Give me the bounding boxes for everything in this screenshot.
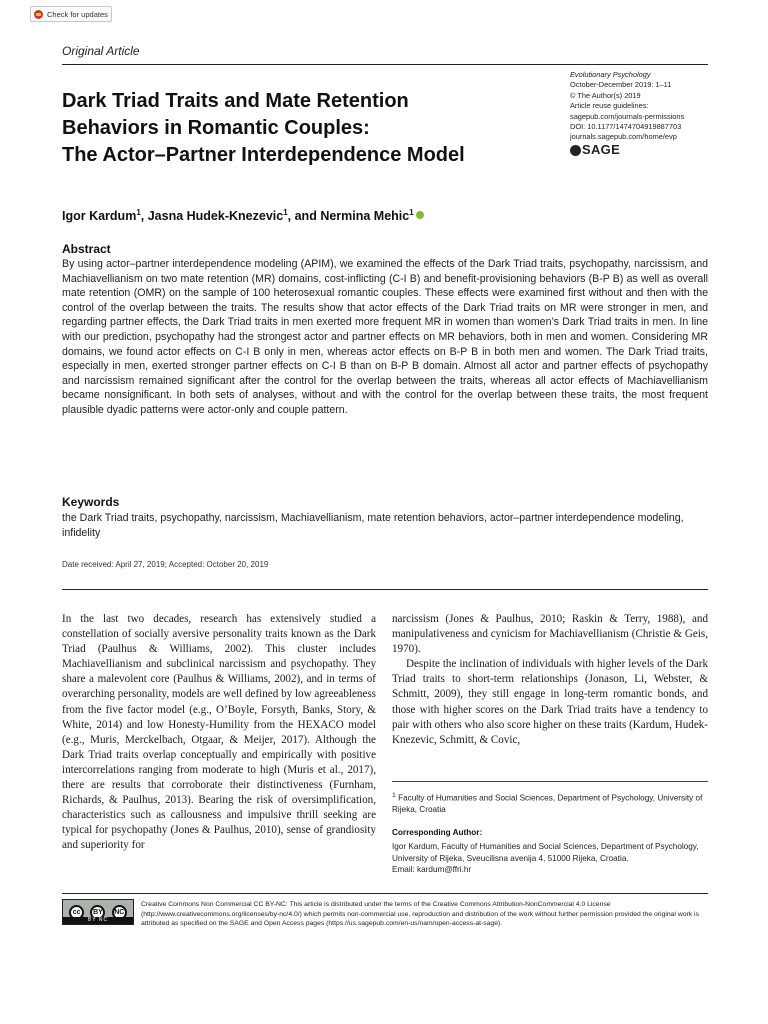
body-paragraph: Despite the inclination of individuals with higher levels of the Dark Triad traits to short-term relationships (Jonason, Li, Webster, & Schmitt, 2009), they still engage in long-term romantic bonds, and those with higher scores on the Dark Triad traits have a tendency to pair with others who also score higher on these traits (Kardum, Hudek-Knezevic, Schmitt, & Covic, [392, 658, 708, 746]
author-name[interactable]: Jasna Hudek-Knezevic [147, 209, 284, 224]
title-line-1: Dark Triad Traits and Mate Retention [62, 90, 409, 112]
submission-dates: Date received: April 27, 2019; Accepted: October 20, 2019 [62, 560, 269, 569]
orcid-icon[interactable] [416, 211, 424, 219]
section-divider [62, 589, 708, 590]
footnote-divider [392, 781, 708, 782]
sage-logo-icon [570, 145, 581, 156]
publisher-logo [570, 142, 684, 158]
affiliation-text: Faculty of Humanities and Social Sciences, Department of Psychology, University of Rijeka, Croatia [392, 793, 703, 815]
article-title [62, 88, 542, 169]
publisher-name: SAGE [582, 142, 621, 158]
footnote-mark: 1 [392, 792, 396, 799]
doi-link[interactable]: DOI: 10.1177/1474704919887703 [570, 122, 682, 132]
journal-meta [570, 70, 684, 156]
license-divider [62, 893, 708, 894]
corresponding-author-details [392, 841, 710, 876]
keywords-text: the Dark Triad traits, psychopathy, narcissism, Machiavellianism, mate retention behaviors, actor–partner interdependence modeling, infidelity [62, 512, 684, 539]
journal-homepage-link[interactable]: journals.sagepub.com/home/evp [570, 132, 677, 142]
author-list [62, 208, 424, 223]
affiliation-mark: 1 [283, 208, 288, 217]
cc-badge-caption: BY NC [63, 917, 133, 924]
creative-commons-license-icon[interactable] [62, 899, 134, 925]
attribution-icon: BY [90, 905, 105, 920]
affiliation-mark: 1 [136, 208, 141, 217]
body-paragraph: narcissism (Jones & Paulhus, 2010; Raskin & Terry, 1988), and manipulativeness and cynicism for Machiavellianism (Christie & Geis, 1970). [392, 613, 708, 656]
author-separator: , and [287, 209, 321, 224]
abstract-heading: Abstract [62, 242, 111, 256]
journal-issue: October-December 2019: 1–11 [570, 80, 672, 90]
author-name[interactable]: Igor Kardum [62, 209, 137, 224]
reuse-label: Article reuse guidelines: [570, 101, 649, 111]
check-for-updates-label: Check for updates [47, 9, 108, 19]
corresponding-author-email[interactable]: Email: kardum@ffri.hr [392, 865, 472, 875]
body-column-right [392, 612, 708, 748]
body-column-left [62, 612, 376, 854]
crossmark-icon [34, 10, 43, 19]
corresponding-author-heading: Corresponding Author: [392, 828, 483, 837]
affiliation-footnote [392, 790, 708, 816]
affiliation-mark: 1 [409, 208, 414, 217]
journal-copyright: © The Author(s) 2019 [570, 90, 641, 100]
check-for-updates-button[interactable] [30, 6, 112, 22]
author-name[interactable]: Nermina Mehic [320, 209, 410, 224]
author-separator: , [140, 209, 148, 224]
keywords-heading: Keywords [62, 495, 120, 509]
corresponding-author-address: Igor Kardum, Faculty of Humanities and Social Sciences, Department of Psychology, University of Rijeka, Sveucilisna avenija 4, 51000 Rijeka, Croatia. [392, 842, 699, 863]
body-paragraph: In the last two decades, research has extensively studied a constellation of socially aversive personality traits known as the Dark Triad (Paulhus & Williams, 2002). This cluster includes Machiavellianism and subclinical narcissism and psychopathy. They share a malevolent core (Paulhus & Williams, 2002), and in terms of overarching personality, models are well defined by low agreeableness from the five factor model (e.g., O’Boyle, Forsyth, Banks, Story, & White, 2014) and low Honesty-Humility from the HEXACO model (e.g., Muris, Merckelbach, Otgaar, & Meijer, 2017). Although the Dark Triad traits overlap conceptually and empirically with positive intercorrelations ranging from moderate to high (Muris et al., 2017), there are results that corroborate their distinctiveness (Furnham, Richards, & Paulhus, 2013). Bearing the risk of oversimplification, characteristics such as callousness and impulsive thrill seeking are typical for psychopathy (Jones & Paulhus, 2010), sense of grandiosity and superiority for [62, 613, 376, 852]
title-line-3: The Actor–Partner Interdependence Model [62, 144, 465, 166]
license-text: Creative Commons Non Commercial CC BY-NC: This article is distributed under the terms of the Creative Commons Attribution-NonCommercial 4.0 License (http://www.creativecommons.org/licenses/by-nc/4.0/) which permits non-commercial use, reproduction and distribution of the work without further permission provided the original work is attributed as specified on the SAGE and Open Access pages (https://us.sagepub.com/en-us/nam/open-access-at-sage). [141, 901, 699, 928]
article-type: Original Article [62, 44, 140, 58]
journal-name: Evolutionary Psychology [570, 70, 651, 79]
title-line-2: Behaviors in Romantic Couples: [62, 117, 370, 139]
abstract-text: By using actor–partner interdependence modeling (APIM), we examined the effects of the Dark Triad traits, psychopathy, narcissism, and Machiavellianism on two mate retention (MR) domains, cost-inflicting (C-I B) and benefit-provisioning behaviors (B-P B) as well as overall mate retention (OMR) on the sample of 100 heterosexual romantic couples. These effects were examined first without and then with the control of the overlap between the traits. The results show that actor effects of the Dark Triad traits on MR were stronger in men, and regarding partner effects, the Dark Triad traits in men exerted more frequent MR in women than women’s Dark Triad traits in men. In line with our prediction, psychopathy had the strongest actor and partner effects on MR behaviors, both in men and women. Considering MR domains, we found actor effects on C-I B only in men, whereas actor effects on B-P B in both men and women. The Dark Triad traits, especially in men, exerted stronger partner effects on C-I B than on B-P B domain. Almost all actor and partner effects of psychopathy and narcissism remained significant after the control for the overlap between the traits, whereas all actor effects of Machiavellianism became nonsignificant. In both sets of analyses, without and with the control for the overlap between these traits, the most frequent plausible dyadic patterns were actor-only and couple pattern. [62, 258, 708, 416]
header-divider [62, 64, 708, 65]
cc-icon: cc [69, 905, 84, 920]
reuse-link[interactable]: sagepub.com/journals-permissions [570, 111, 685, 121]
non-commercial-icon: NC [112, 905, 127, 920]
